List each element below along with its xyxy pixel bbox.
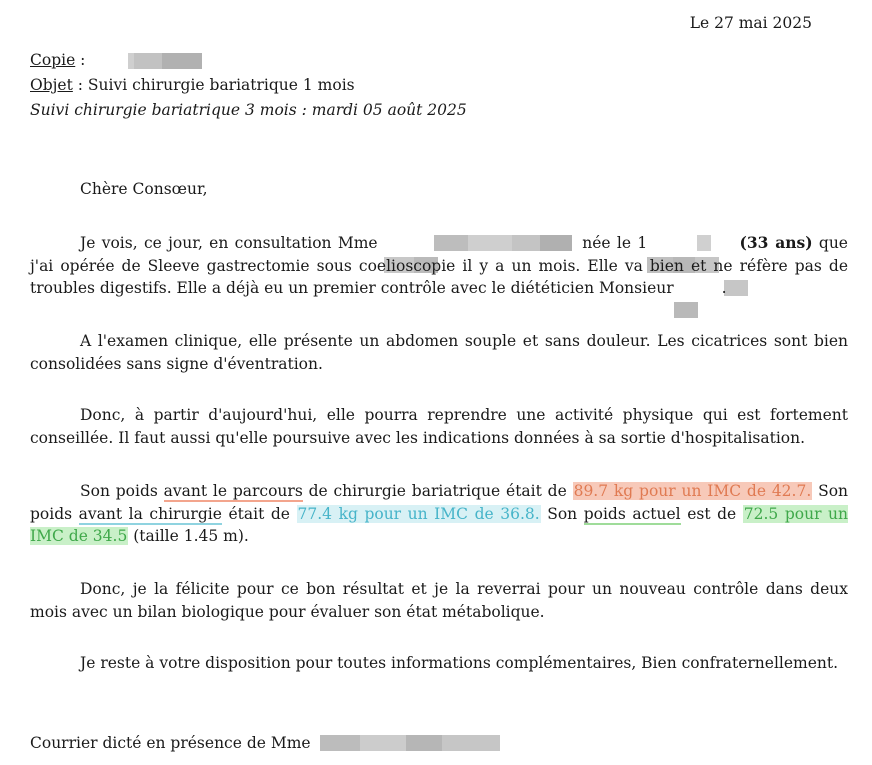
next-followup-line: Suivi chirurgie bariatrique 3 mois : mardi 05 août 2025 — [30, 101, 467, 119]
paragraph-physical-activity: Donc, à partir d'aujourd'hui, elle pourra reprendre une activité physique qui est fortement conseillée. Il faut aussi qu'elle poursuive avec les indications données à sa sortie d'hospitalisation. — [30, 406, 848, 447]
objet-value: : Suivi chirurgie bariatrique 1 mois — [72, 76, 355, 94]
p1-text-1: Je vois, ce jour, en consultation Mme — [80, 234, 378, 252]
redacted-dietitian-name — [674, 280, 722, 296]
paragraph-closing: Je reste à votre disposition pour toutes informations complémentaires, Bien confraternellement. — [80, 654, 839, 672]
redacted-copie-recipient — [96, 52, 202, 68]
copie-label: Copie — [30, 51, 76, 69]
weight-current: 72.5 pour un IMC de 34.5 — [30, 504, 849, 545]
signature-line: Courrier dicté en présence de Mme — [30, 732, 848, 755]
redacted-signature-name — [320, 735, 500, 751]
patient-age: (33 ans) — [739, 233, 813, 252]
copie-separator: : — [75, 51, 86, 69]
weight-before-program: 89.7 kg pour un IMC de 42.7. — [573, 482, 812, 500]
annotation-before-surgery: avant la chirurgie — [78, 504, 222, 523]
letter-header — [30, 48, 850, 123]
paragraph-clinical-exam: A l'examen clinique, elle présente un abdomen souple et sans douleur. Les cicatrices sont bien consolidées sans signe d'éventration. — [30, 332, 848, 373]
paragraph-consultation: Je vois, ce jour, en consultation Mme née le 1 (33 ans) que j'ai opérée de Sleeve gastrectomie sous coelioscopie il y a un mois. Elle va bien et ne réfère pas de troubles digestifs. Elle a déjà eu un premier contrôle avec le diététicien Monsieur . — [30, 232, 848, 300]
greeting: Chère Consœur, — [80, 180, 208, 198]
paragraph-follow-up: Donc, je la félicite pour ce bon résultat et je la reverrai pour un nouveau contrôle dans deux mois avec un bilan biologique pour évaluer son état métabolique. — [30, 580, 848, 621]
copie-line — [30, 48, 850, 73]
objet-label: Objet — [30, 76, 73, 94]
annotation-before-program: avant le parcours — [163, 482, 303, 500]
annotation-current-weight: poids actuel — [583, 504, 681, 523]
paragraph-weight-history: Son poids avant le parcours de chirurgie bariatrique était de 89.7 kg pour un IMC de 42.7. Son poids avant la chirurgie était de 77.4 kg pour un IMC de 36.8. Son poids actuel est de 72.5 pour un IMC de 34.5 (taille 1.45 m). — [30, 482, 849, 545]
objet-line — [30, 73, 850, 98]
p1-text-3: que j'ai opérée de Sleeve gastrectomie sous coelioscopie il y a un mois. Elle va bien et ne réfère pas de troubles digestifs. Elle a déjà eu un premier contrôle avec le diététicien Monsieur — [30, 234, 848, 297]
redacted-patient-name — [384, 235, 576, 251]
letter-date: Le 27 mai 2025 — [689, 14, 812, 32]
weight-before-surgery: 77.4 kg pour un IMC de 36.8. — [297, 504, 540, 523]
redacted-birth-date — [647, 235, 733, 251]
p1-text-2: née le 1 — [575, 234, 648, 252]
